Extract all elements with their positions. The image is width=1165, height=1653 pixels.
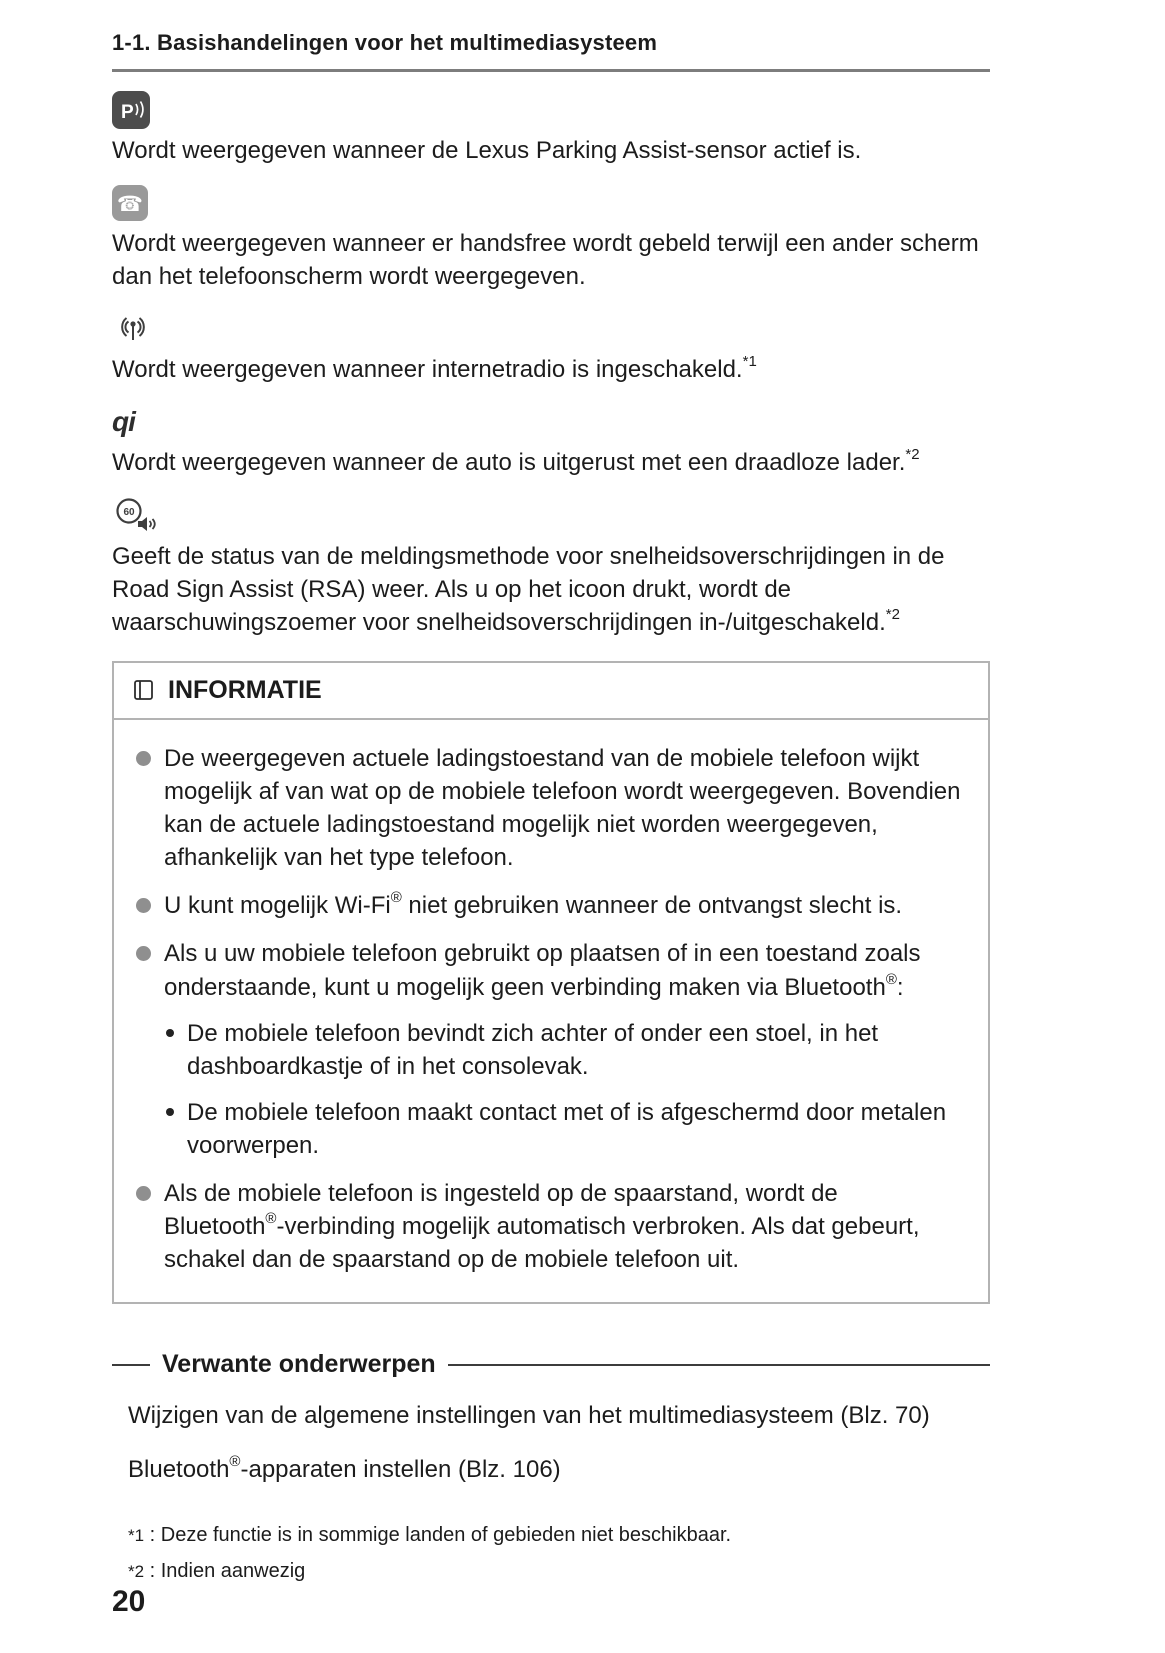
footnote-ref-2: *2 xyxy=(905,446,920,464)
bullet-icon xyxy=(136,946,151,961)
rsa-description xyxy=(112,540,990,639)
bullet-icon xyxy=(136,751,151,766)
info-subbullet-metal-text: De mobiele telefoon maakt contact met of is afgeschermd door metalen voorwerpen. xyxy=(187,1098,947,1159)
handsfree-phone-icon xyxy=(112,183,990,223)
sub-bullet-icon xyxy=(166,1029,174,1037)
registered-mark: ® xyxy=(390,889,402,907)
svg-text:☎: ☎ xyxy=(116,193,144,217)
footnote-2-text: : Indien aanwezig xyxy=(144,1559,306,1582)
chapter-header: 1-1. Basishandelingen voor het multimediasysteem xyxy=(112,30,990,72)
svg-text:P: P xyxy=(121,102,134,123)
information-box xyxy=(112,661,990,1305)
footnote-1 xyxy=(128,1520,990,1550)
footnote-2 xyxy=(128,1556,990,1586)
parking-assist-icon xyxy=(112,90,990,130)
parking-description xyxy=(112,134,990,167)
info-bullet-wifi xyxy=(136,889,962,922)
divider-line xyxy=(448,1364,990,1366)
divider-line xyxy=(112,1364,150,1366)
info-bullet-bluetooth-text: Als u uw mobiele telefoon gebruikt op plaatsen of in een toestand zoals onderstaande, kunt u mogelijk geen verbinding maken via Bluetooth®: xyxy=(164,940,921,1001)
handsfree-description-text: Wordt weergegeven wanneer er handsfree wordt gebeld terwijl een ander scherm dan het telefoonscherm wordt weergegeven. xyxy=(112,230,979,291)
registered-mark: ® xyxy=(265,1210,277,1228)
page-number: 20 xyxy=(112,1585,146,1618)
registered-mark: ® xyxy=(229,1452,241,1470)
info-subbullet-metal xyxy=(166,1096,962,1162)
bullet-icon xyxy=(136,898,151,913)
footnotes xyxy=(112,1520,990,1586)
handsfree-description xyxy=(112,227,990,293)
wireless-charger-description-text: Wordt weergegeven wanneer de auto is uitgerust met een draadloze lader. xyxy=(112,449,906,477)
info-bullet-battery-text: De weergegeven actuele ladingstoestand van de mobiele telefoon wijkt mogelijk af van wat op de mobiele telefoon wordt weergegeven. Bovendien kan de actuele ladingstoestand mogelijk niet worden weergegeven, afhankelijk van het type telefoon. xyxy=(164,744,961,872)
internet-radio-description xyxy=(112,353,990,386)
info-bullet-powersave xyxy=(136,1177,962,1276)
bullet-icon xyxy=(136,1186,151,1201)
speed-warning-icon xyxy=(112,496,990,536)
svg-text:60: 60 xyxy=(123,506,135,518)
footnote-ref-3: *2 xyxy=(885,605,900,623)
related-link-bluetooth-setup: Bluetooth®-apparaten instellen (Blz. 106) xyxy=(128,1452,561,1483)
information-box-body xyxy=(114,720,988,1303)
information-box-title: INFORMATIE xyxy=(168,675,322,704)
related-topics-title: Verwante onderwerpen xyxy=(162,1350,436,1379)
registered-mark: ® xyxy=(885,970,897,988)
info-bullet-wifi-text: U kunt mogelijk Wi-Fi® niet gebruiken wanneer de ontvangst slecht is. xyxy=(164,889,903,920)
book-icon xyxy=(132,679,156,701)
rsa-description-text: Geeft de status van de meldingsmethode voor snelheidsoverschrijdingen in de Road Sign Assist (RSA) weer. Als u op het icoon drukt, wordt de waarschuwingszoemer voor snelheidsoverschrijdingen in-/uitgeschakeld. xyxy=(112,542,945,636)
info-subbullet-location xyxy=(166,1017,962,1083)
wireless-charger-icon: qi xyxy=(112,406,135,438)
footnote-1-marker: *1 xyxy=(128,1525,145,1545)
info-bullet-powersave-text: Als de mobiele telefoon is ingesteld op de spaarstand, wordt de Bluetooth®-verbinding mogelijk automatisch verbroken. Als dat gebeurt, schakel dan de spaarstand op de mobiele telefoon uit. xyxy=(164,1180,920,1274)
internet-radio-description-text: Wordt weergegeven wanneer internetradio is ingeschakeld. xyxy=(112,356,743,384)
footnote-1-text: : Deze functie is in sommige landen of gebieden niet beschikbaar. xyxy=(144,1523,732,1546)
wireless-charger-description xyxy=(112,446,990,479)
sub-bullet-icon xyxy=(166,1108,174,1116)
info-subbullet-location-text: De mobiele telefoon bevindt zich achter of onder een stoel, in het dashboardkastje of in het consolevak. xyxy=(187,1019,879,1080)
related-topics-header xyxy=(112,1350,990,1379)
related-link-general-settings: Wijzigen van de algemene instellingen van het multimediasysteem (Blz. 70) xyxy=(128,1402,930,1430)
footnote-ref-1: *1 xyxy=(742,353,757,371)
information-box-header xyxy=(114,663,988,720)
footnote-2-marker: *2 xyxy=(128,1561,145,1581)
internet-radio-icon xyxy=(112,309,990,349)
parking-description-text: Wordt weergegeven wanneer de Lexus Parking Assist-sensor actief is. xyxy=(112,137,862,164)
info-bullet-bluetooth xyxy=(136,937,962,1003)
info-bullet-battery xyxy=(136,742,962,874)
